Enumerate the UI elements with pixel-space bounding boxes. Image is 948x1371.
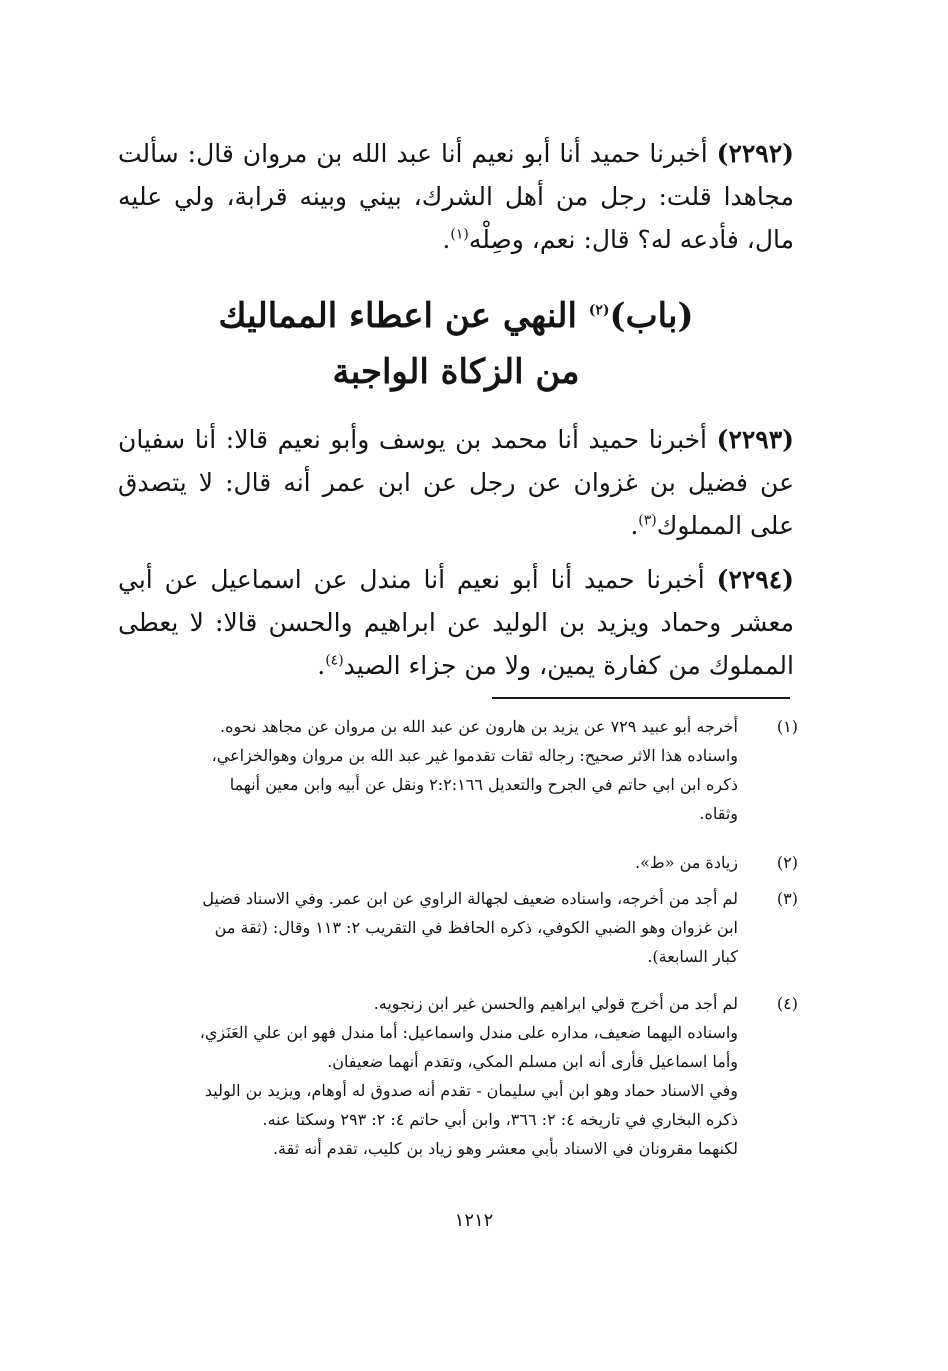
- footnote-separator: [492, 697, 790, 699]
- footnote-line: واسناده اليهما ضعيف، مداره على مندل واسماعيل: أما مندل فهو ابن علي العَنَزي،: [199, 1023, 738, 1042]
- heading-title: النهي عن اعطاء المماليك: [218, 296, 589, 336]
- footnote-line: لكنهما مقرونان في الاسناد بأبي معشر وهو زياد بن كليب، تقدم أنه ثقة.: [272, 1139, 738, 1158]
- footnote-2: [118, 848, 798, 877]
- footnote-1: [118, 712, 798, 828]
- heading-line-2: من الزكاة الواجبة: [332, 352, 580, 392]
- footnote-number: (٣): [776, 889, 798, 908]
- footnote-line: زيادة من «ط».: [635, 853, 738, 872]
- footnote-line: وأما اسماعيل فأرى أنه ابن مسلم المكي، وتقدم أنهما ضعيفان.: [327, 1052, 738, 1071]
- footnote-line: وثقاه.: [699, 804, 738, 823]
- footnote-line: لم أجد من أخرج قولي ابراهيم والحسن غير ابن زنجويه.: [373, 994, 738, 1013]
- footnote-line: أخرجه أبو عبيد ٧٢٩ عن يزيد بن هارون عن عبد الله بن مروان عن مجاهد نحوه.: [220, 717, 738, 736]
- heading-bab: (باب): [609, 296, 694, 336]
- footnote-body: [118, 884, 738, 971]
- hadith-number: (٢٢٩٣): [716, 425, 794, 454]
- hadith-end: .: [630, 511, 639, 540]
- footnote-number: (٢): [776, 853, 798, 872]
- footnote-number: (٤): [776, 994, 798, 1013]
- footnote-line: وفي الاسناد حماد وهو ابن أبي سليمان - تقدم أنه صدوق له أوهام، ويزيد بن الوليد: [204, 1081, 738, 1100]
- footnote-line: كبار السابعة).: [647, 947, 738, 966]
- footnote-4: [118, 989, 798, 1163]
- footnote-number: (١): [776, 717, 798, 736]
- hadith-text: أخبرنا حميد أنا أبو نعيم أنا مندل عن اسماعيل عن أبي معشر وحماد ويزيد بن الوليد عن ابراهيم والحسن قالا: لا يعطى المملوك من كفارة يمين، ولا من جزاء الصيد: [118, 565, 794, 680]
- footnote-line: لم أجد من أخرجه، واسناده ضعيف لجهالة الراوي عن ابن عمر. وفي الاسناد فضيل: [202, 889, 738, 908]
- hadith-text: أخبرنا حميد أنا محمد بن يوسف وأبو نعيم قالا: أنا سفيان عن فضيل بن غزوان عن رجل عن ابن عمر أنه قال: لا يتصدق على المملوك: [118, 425, 794, 540]
- footnote-ref: (١): [450, 226, 469, 243]
- hadith-number: (٢٢٩٤): [716, 565, 794, 594]
- footnote-3: [118, 884, 798, 971]
- hadith-end: .: [317, 651, 326, 680]
- hadith-text: أخبرنا حميد أنا أبو نعيم أنا عبد الله بن مروان قال: سألت مجاهدا قلت: رجل من أهل الشرك، بيني وبينه قرابة، ولي عليه مال، فأدعه له؟ قال: نعم، وصِلْه: [118, 139, 794, 254]
- footnote-body: [118, 989, 738, 1163]
- heading-line-1: [118, 288, 794, 344]
- footnote-ref: (٣): [638, 512, 657, 529]
- hadith-2294: [118, 558, 794, 687]
- chapter-heading: [118, 288, 794, 400]
- footnote-line: ذكره ابن ابي حاتم في الجرح والتعديل ٢:٢:١٦٦ ونقل عن أبيه وابن معين أنهما: [229, 775, 738, 794]
- page-number: ١٢١٢: [454, 1210, 494, 1231]
- footnote-line: واسناده هذا الاثر صحيح: رجاله ثقات تقدموا غير عبد الله بن مروان وهوالخزاعي،: [211, 746, 738, 765]
- hadith-2292: [118, 132, 794, 261]
- heading-footnote-ref: (٢): [588, 302, 610, 319]
- footnote-line: ابن غزوان وهو الضبي الكوفي، ذكره الحافظ في التقريب ٢: ١١٣ وقال: (ثقة من: [214, 918, 738, 937]
- footnote-body: [118, 712, 738, 828]
- hadith-2293: [118, 418, 794, 547]
- hadith-number: (٢٢٩٢): [716, 139, 794, 168]
- footnote-ref: (٤): [325, 652, 344, 669]
- footnote-body: [118, 848, 738, 877]
- hadith-end: .: [442, 225, 451, 254]
- footnote-line: ذكره البخاري في تاريخه ٤: ٢: ٣٦٦، وابن أبي حاتم ٤: ٢: ٢٩٣ وسكتا عنه.: [262, 1110, 738, 1129]
